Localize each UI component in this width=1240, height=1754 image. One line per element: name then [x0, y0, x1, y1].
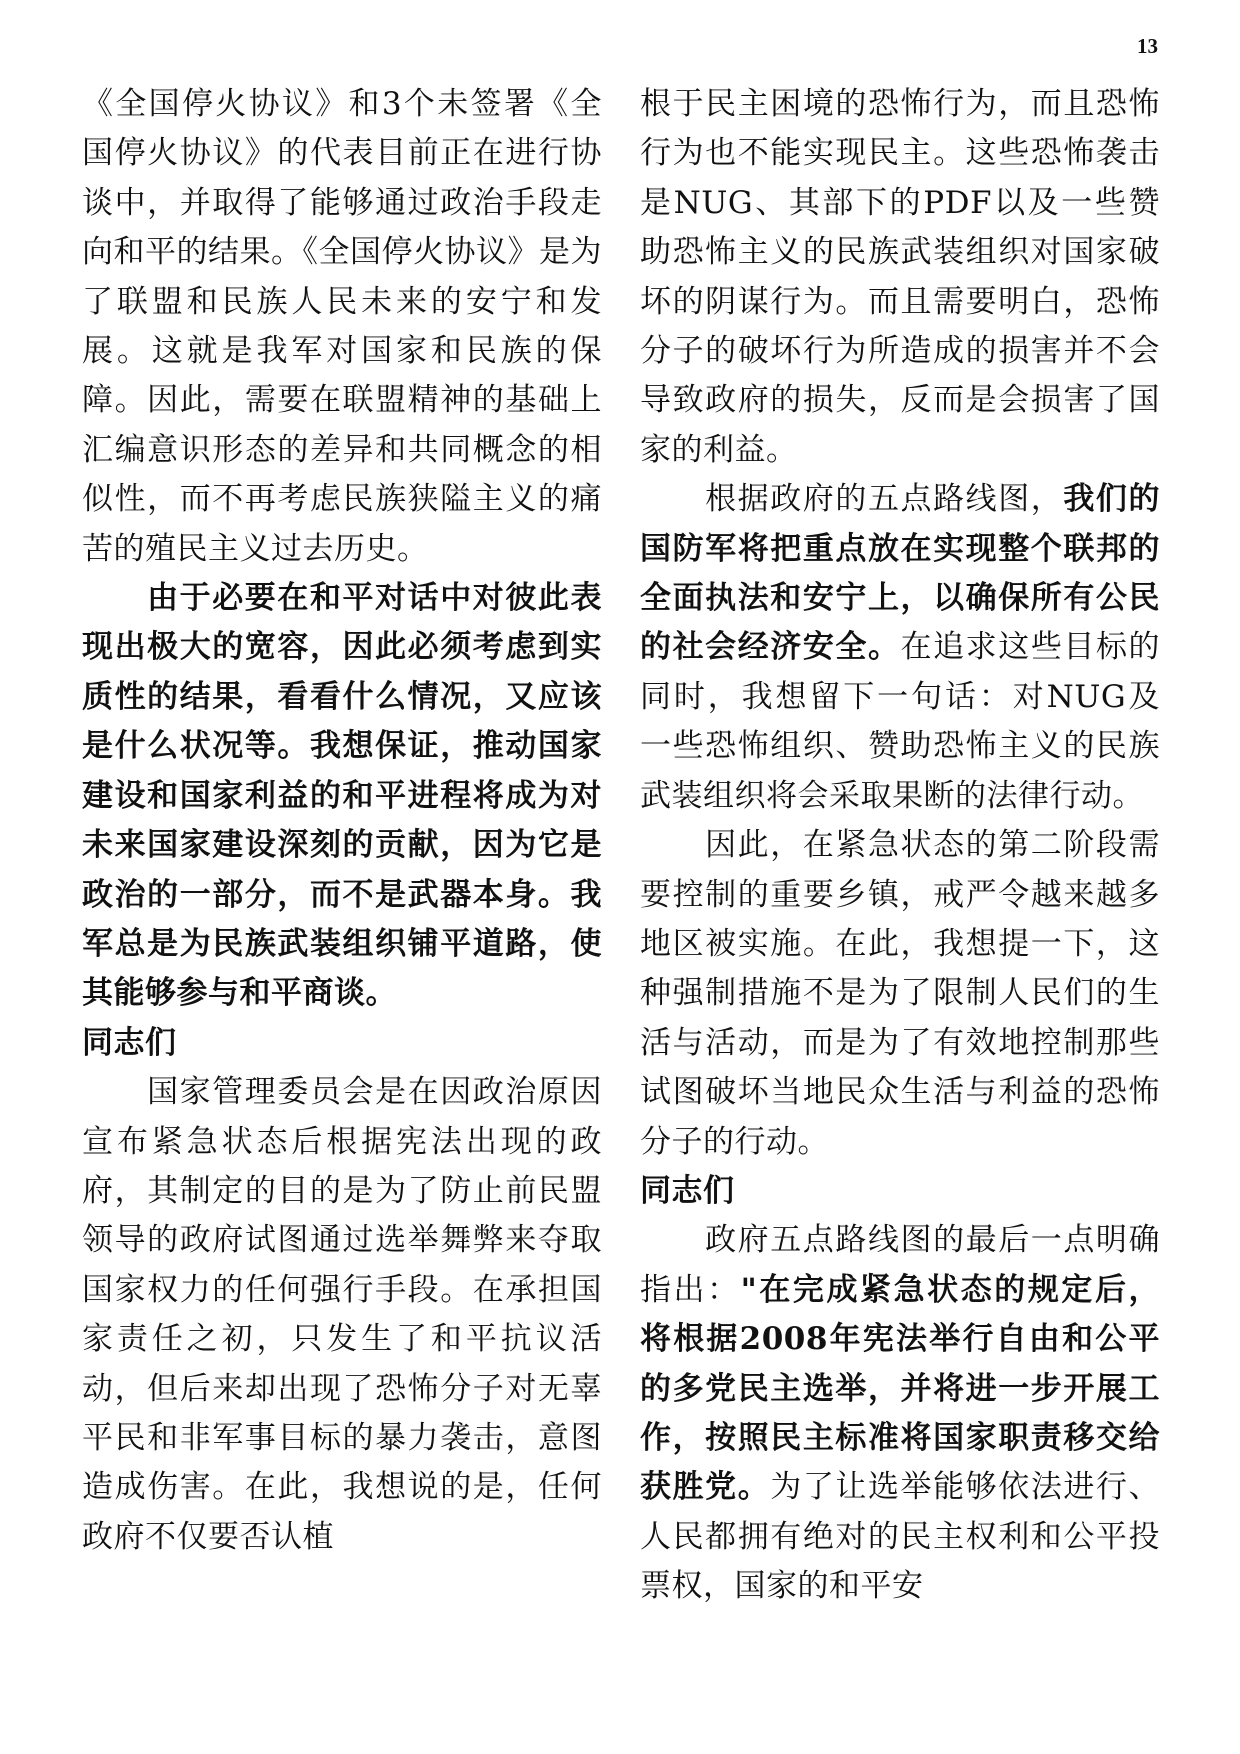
section-heading: 同志们 — [82, 1024, 177, 1061]
bold-text: 由于必要在和平对话中对彼此表现出极大的宽容，因此必须考虑到实质性的结果，看看什么情况，又应该是什么状况等。我想保证，推动国家建设和国家利益的和平进程将成为对未来国家建设深刻的贡献，因为它是政治的一部分，而不是武器本身。我军总是为民族武装组织铺平道路，使其能够参与和平商谈。 — [82, 580, 602, 1012]
section-heading: 同志们 — [640, 1172, 735, 1209]
paragraph: 因此，在紧急状态的第二阶段需要控制的重要乡镇，戒严令越来越多地区被实施。在此，我想提一下，这种强制措施不是为了限制人民们的生活与活动，而是为了有效地控制那些试图破坏当地民众生活与利益的恐怖分子的行动。 — [640, 827, 1160, 1160]
bold-paragraph — [82, 574, 602, 1019]
bold-text: 我们的国防军将把重点放在实现整个联邦的全面执法和安宁上，以确保所有公民的社会经济安全。 — [640, 481, 1160, 666]
paragraph: 根于民主困境的恐怖行为，而且恐怖行为也不能实现民主。这些恐怖袭击是NUG、其部下的PDF以及一些赞助恐怖主义的民族武装组织对国家破坏的阴谋行为。而且需要明白，恐怖分子的破坏行为所造成的损害并不会导致政府的损失，反而是会损害了国家的利益。 — [640, 86, 1160, 468]
paragraph: 国家管理委员会是在因政治原因宣布紧急状态后根据宪法出现的政府，其制定的目的是为了防止前民盟领导的政府试图通过选举舞弊来夺取国家权力的任何强行手段。在承担国家责任之初，只发生了和平抗议活动，但后来却出现了恐怖分子对无辜平民和非军事目标的暴力袭击，意图造成伤害。在此，我想说的是，任何政府不仅要否认植 — [82, 1074, 602, 1555]
page-number: 13 — [1137, 34, 1158, 58]
bold-text: "在完成紧急状态的规定后，将根据2008年宪法举行自由和公平的多党民主选举，并将进一步开展工作，按照民主标准将国家职责移交给获胜党。 — [640, 1271, 1160, 1506]
left-column — [82, 80, 602, 1562]
text-run: 为了让选举能够依法进行、人民都拥有绝对的民主权利和公平投票权，国家的和平安 — [640, 1469, 1161, 1605]
text-run: 政府五点路线图的最后一点明确指出： — [640, 1222, 1160, 1308]
text-run: 根据政府的五点路线图， — [705, 481, 1064, 518]
text-run: 在追求这些目标的同时，我想留下一句话：对NUG及一些恐怖组织、赞助恐怖主义的民族武装组织将会采取果断的法律行动。 — [640, 629, 1161, 814]
paragraph — [640, 1216, 1160, 1611]
paragraph — [640, 475, 1160, 821]
paragraph: 《全国停火协议》和3个未签署《全国停火协议》的代表目前正在进行协谈中，并取得了能够通过政治手段走向和平的结果。《全国停火协议》是为了联盟和民族人民未来的安宁和发展。这就是我军对国家和民族的保障。因此，需要在联盟精神的基础上汇编意识形态的差异和共同概念的相似性，而不再考虑民族狭隘主义的痛苦的殖民主义过去历史。 — [82, 86, 602, 567]
right-column — [640, 80, 1160, 1612]
